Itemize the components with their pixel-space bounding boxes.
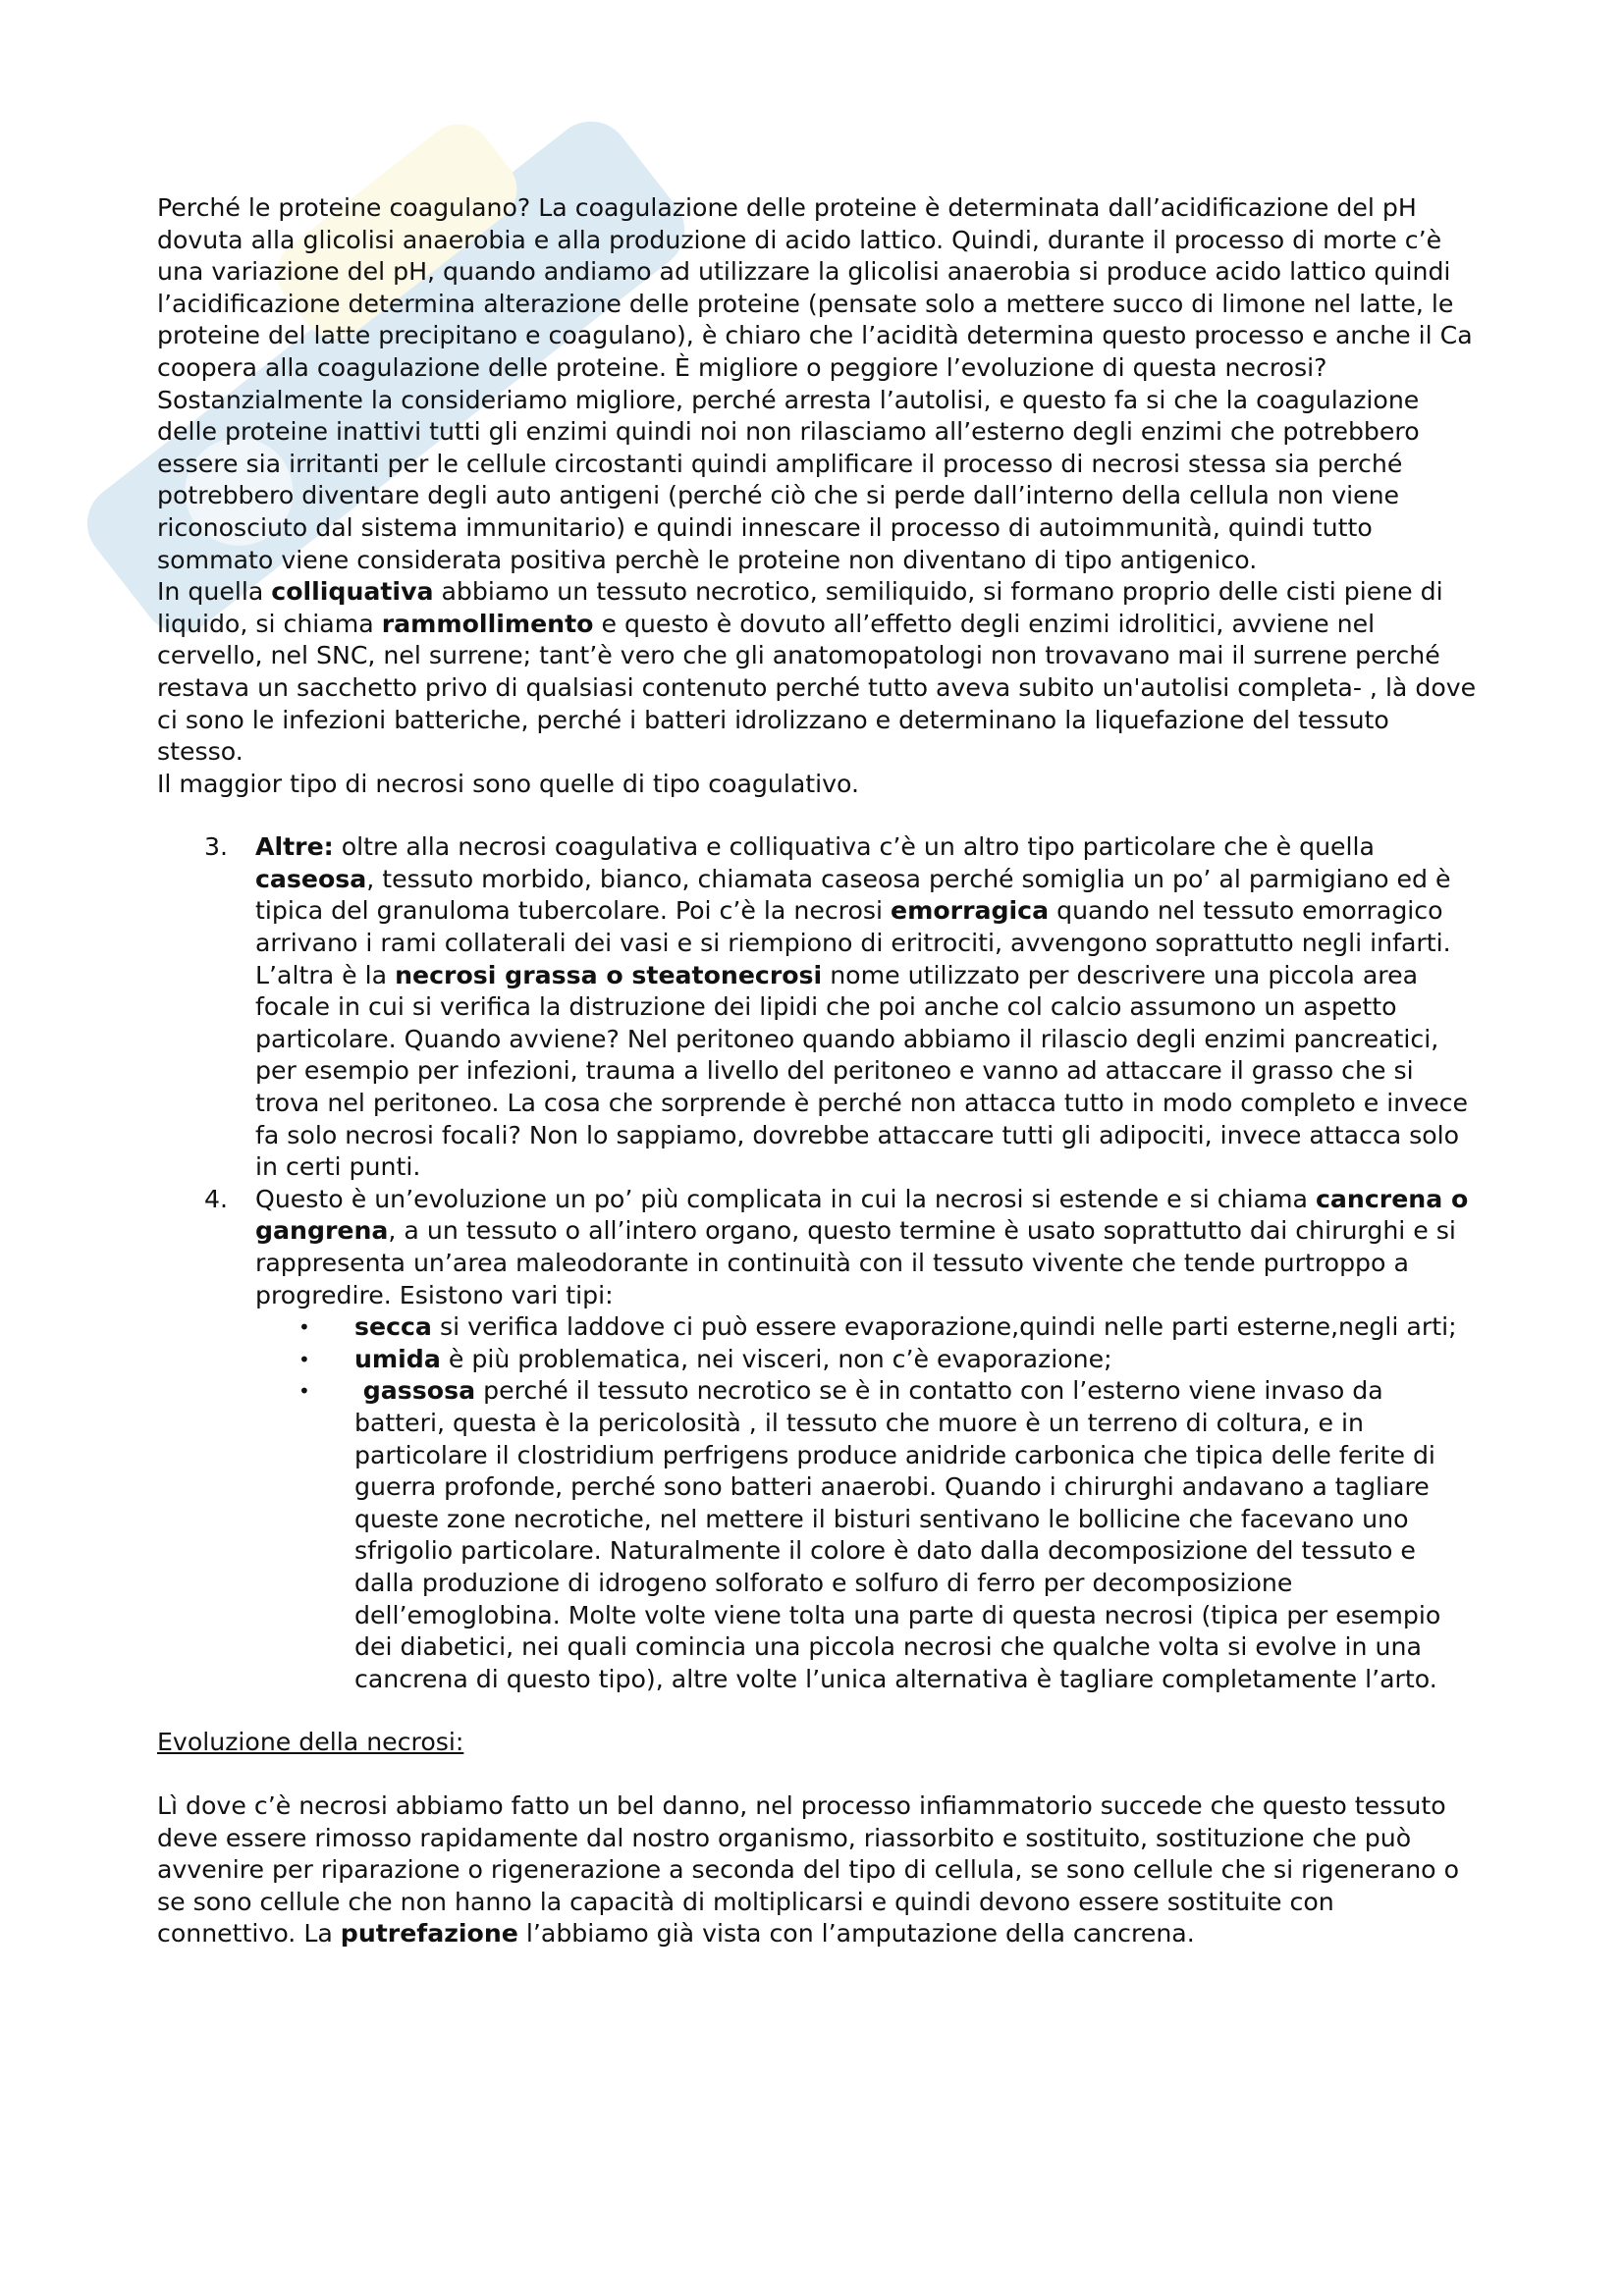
paragraph-colliquative: In quella colliquativa abbiamo un tessuto necrotico, semiliquido, si formano proprio delle cisti piene di liquido, si chiama rammollimento e questo è dovuto all’effetto degli enzimi idrolitici, avviene nel cervello, nel SNC, nel surrene; tant’è vero che gli anatomopatologi non trovavano mai il surrene perché restava un sacchetto privo di qualsiasi contenuto perché tutto aveva subito un'autolisi completa- , là dove ci sono le infezioni batteriche, perché i batteri idrolizzano e determinano la liquefazione del tessuto stesso. — [157, 577, 1477, 767]
list-marker: 3. — [204, 832, 229, 862]
term-putrefazione: putrefazione — [340, 1919, 518, 1949]
numbered-list — [157, 831, 1478, 1695]
term-rammollimento: rammollimento — [381, 609, 594, 638]
list-marker: 4. — [204, 1184, 229, 1213]
list-item-secca: • secca si verifica laddove ci può essere evaporazione,quindi nelle parti esterne,negli arti; — [255, 1311, 1478, 1344]
list-item-gangrene: 4. Questo è un’evoluzione un po’ più complicata in cui la necrosi si estende e si chiama cancrena o gangrena, a un tessuto o all’intero organo, questo termine è usato soprattutto dai chirurghi e si rappresenta un’area maleodorante in continuità con il tessuto vivente che tende purtroppo a progredire. Esistono vari tipi: • secca si verifica laddove ci può essere evaporazione,quindi nelle parti esterne,negli arti; • umida è più problematica, nei visceri, non c’è evaporazione; • gassosa perché il tessuto necrotico se è in contatto con l’esterno viene invaso da batteri, questa è la pericolosità , il tessuto che muore è un terreno di coltura, e in particolare il clostridium perfrigens produce anidride carbonica che tipica delle ferite di guerra profonde, perché sono batteri anaerobi. Quando i chirurghi andavano a tagliare queste zone necrotiche, nel mettere il bisturi sentivano le bollicine che facevano uno sfrigolio particolare. Naturalmente il colore è dato dalla decomposizione del tessuto e dalla produzione di idrogeno solforato e solfuro di ferro per decomposizione dell’emoglobina. Molte volte viene tolta una parte di questa necrosi (tipica per esempio dei diabetici, nei quali comincia una piccola necrosi che qualche volta si evolve in una cancrena di questo tipo), altre volte l’unica alternativa è tagliare completamente l’arto. — [157, 1184, 1478, 1696]
term-caseosa: caseosa — [255, 864, 367, 893]
term-altre: Altre: — [255, 832, 334, 862]
bullet-icon: • — [298, 1347, 310, 1371]
document-body — [157, 192, 1478, 1950]
list-item-gassosa: • gassosa perché il tessuto necrotico se è in contatto con l’esterno viene invaso da batteri, questa è la pericolosità , il tessuto che muore è un terreno di coltura, e in particolare il clostridium perfrigens produce anidride carbonica che tipica delle ferite di guerra profonde, perché sono batteri anaerobi. Quando i chirurghi andavano a tagliare queste zone necrotiche, nel mettere il bisturi sentivano le bollicine che facevano uno sfrigolio particolare. Naturalmente il colore è dato dalla decomposizione del tessuto e dalla produzione di idrogeno solforato e solfuro di ferro per decomposizione dell’emoglobina. Molte volte viene tolta una parte di questa necrosi (tipica per esempio dei diabetici, nei quali comincia una piccola necrosi che qualche volta si evolve in una cancrena di questo tipo), altre volte l’unica alternativa è tagliare completamente l’arto. — [298, 1376, 1441, 1693]
term-cancrena: cancrena o gangrena — [255, 1184, 1469, 1246]
term-colliquativa: colliquativa — [271, 577, 434, 607]
bullet-icon: • — [298, 1379, 310, 1404]
list-item-other-necrosis: 3. Altre: oltre alla necrosi coagulativa e colliquativa c’è un altro tipo particolare che è quella caseosa, tessuto morbido, bianco, chiamata caseosa perché somiglia un po’ al parmigiano ed è tipica del granuloma tubercolare. Poi c’è la necrosi emorragica quando nel tessuto emorragico arrivano i rami collaterali dei vasi e si riempiono di eritrociti, avvengono soprattutto negli infarti. L’altra è la necrosi grassa o steatonecrosi nome utilizzato per descrivere una piccola area focale in cui si verifica la distruzione dei lipidi che poi anche col calcio assumono un aspetto particolare. Quando avviene? Nel peritoneo quando abbiamo il rilascio degli enzimi pancreatici, per esempio per infezioni, trauma a livello del peritoneo e vanno ad attaccare il grasso che si trova nel peritoneo. La cosa che sorprende è perché non attacca tutto in modo completo e invece fa solo necrosi focali? Non lo sappiamo, dovrebbe attaccare tutti gli adipociti, invece attacca solo in certi punti. — [204, 832, 1469, 1182]
section-heading-evolution: Evoluzione della necrosi: — [157, 1728, 464, 1757]
term-steatonecrosi: necrosi grassa o steatonecrosi — [395, 960, 823, 989]
gangrene-types-list — [255, 1311, 1478, 1695]
list-item-umida: • umida è più problematica, nei visceri, non c’è evaporazione; — [255, 1344, 1478, 1376]
paragraph-evolution: Lì dove c’è necrosi abbiamo fatto un bel danno, nel processo infiammatorio succede che questo tessuto deve essere rimosso rapidamente dal nostro organismo, riassorbito e sostituito, sostituzione che può avvenire per riparazione o rigenerazione a seconda del tipo di cellula, se sono cellule che si rigenerano o se sono cellule che non hanno la capacità di moltiplicarsi e quindi devono essere sostituite con connettivo. La putrefazione l’abbiamo già vista con l’amputazione della cancrena. — [157, 1790, 1459, 1949]
paragraph-summary: Il maggior tipo di necrosi sono quelle di tipo coagulativo. — [157, 769, 860, 798]
term-emorragica: emorragica — [891, 896, 1050, 926]
bullet-icon: • — [298, 1315, 310, 1340]
paragraph-coagulation: Perché le proteine coagulano? La coagulazione delle proteine è determinata dall’acidificazione del pH dovuta alla glicolisi anaerobia e alla produzione di acido lattico. Quindi, durante il processo di morte c’è una variazione del pH, quando andiamo ad utilizzare la glicolisi anaerobia si produce acido lattico quindi l’acidificazione determina alterazione delle proteine (pensate solo a mettere succo di limone nel latte, le proteine del latte precipitano e coagulano), è chiaro che l’acidità determina questo processo e anche il Ca coopera alla coagulazione delle proteine. È migliore o peggiore l’evoluzione di questa necrosi? Sostanzialmente la consideriamo migliore, perché arresta l’autolisi, e questo fa si che la coagulazione delle proteine inattivi tutti gli enzimi quindi noi non rilasciamo all’esterno degli enzimi che potrebbero essere sia irritanti per le cellule circostanti quindi amplificare il processo di necrosi stessa sia perché potrebbero diventare degli auto antigeni (perché ciò che si perde dall’interno della cellula non viene riconosciuto dal sistema immunitario) e quindi innescare il processo di autoimmunità, quindi tutto sommato viene considerata positiva perchè le proteine non diventano di tipo antigenico. — [157, 193, 1473, 574]
